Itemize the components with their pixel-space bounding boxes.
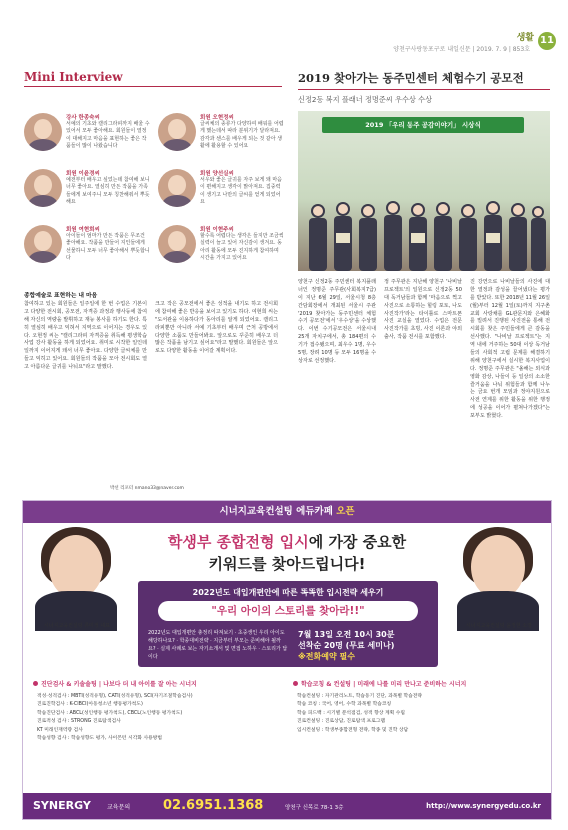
mini-interview bbox=[24, 70, 286, 287]
body-column: 크고 작은 공모전에서 좋은 성적을 내기도 하고 전시회에 참여해 좋은 반응을 보이고 있기도 하다. 여현희 씨는 "도서관을 이용하다가 동아리를 알게 되었어요. 캘리그라피뿐만 아니라 서예 기초부터 배우며 근처 공방에서 다양한 소품도 만들어봐요. 앞으로도 꾸준히 배우고 더 많은 작품을 남기고 싶어요"라고 말했다. 회원들은 앞으로도 다양한 활동을 이어갈 계획이다. bbox=[155, 301, 278, 355]
seminar-box bbox=[138, 581, 438, 667]
body-column: 참여하고 있는 회원들은 일주일에 한 번 수업은 기본이고 다양한 전시회, 공모전, 자격증 과정과 행사등에 참여해 자신의 역량을 발휘하고 재능 봉사를 하기도 한다. 특히 열심히 배우고 익혀서 지역으로 이어지는 경우도 있다. 오현정 씨는 "캘리그라피 자격증을 취득해 평생학습 사업 강사 활동을 하게 되었어요. 취미로 시작한 일인데 일까지 이어지게 돼서 너무 좋아요. 다양한 글씨체를 만들고 익히고 있어요. 회원들의 작품을 모아 전시회도 열고 아름다운 글귀를 나눠요"라고 말했다. bbox=[24, 301, 147, 371]
person-name: 강사 한종숙씨 bbox=[66, 115, 100, 121]
advertisement bbox=[22, 500, 552, 820]
photo-banner: 2019 「우리 동주 공감이야기」 시상식 bbox=[322, 117, 524, 133]
ad-footer bbox=[23, 793, 551, 819]
consultant-portrait bbox=[453, 521, 543, 621]
person-name: 회원 오현정씨 bbox=[200, 115, 234, 121]
person-name: 회원 여현희씨 bbox=[66, 227, 100, 233]
director-caption: 시너지교육컨설팅 류미정 대표 bbox=[44, 623, 110, 629]
seminar-date: 7월 13일 오전 10시 30분 bbox=[298, 630, 395, 639]
ad-header bbox=[23, 501, 551, 523]
brand-subtitle: 교육문의 bbox=[107, 804, 131, 811]
article-column: 정 주무관은 지난해 양천구 '나비날 프로젝트'의 일원으로 신정2동 50대 독거남들과 함께 '마음으로 찍고 사진으로 소통하는 힐링 포토, 나도 사진작가'라는 타이틀로 스마트폰 사진 교실을 열었다. 수업은 전문 사진작가를 초빙, 사진 이론과 야외 출사, 작품 전시를 포함했다. bbox=[384, 279, 462, 341]
person-photo bbox=[24, 113, 62, 151]
list-item: 학습 코칭 : 국어, 영어, 수학 과목별 학습코칭 bbox=[297, 702, 392, 708]
page-number: 11 bbox=[538, 32, 556, 50]
director-portrait bbox=[31, 521, 121, 621]
list-item: 학습진단검사 : ABCL(성인행동 평가척도), CBCL(노인행동 평가척도) bbox=[37, 710, 183, 716]
address: 양천구 신목로 78-1 3층 bbox=[285, 805, 344, 811]
person-photo bbox=[24, 225, 62, 263]
ad-title-highlight: 학생부 종합전형 입시 bbox=[167, 533, 309, 551]
person-photo bbox=[158, 169, 196, 207]
mini-interview-title: Mini Interview bbox=[24, 70, 282, 87]
person-quote: 예전부터 배우고 싶었는데 참여해 보니 너무 좋아요. 열심히 만든 작품을 가족들에게 보여주니 모두 칭찬해줘서 뿌듯해요 bbox=[66, 177, 150, 205]
person-photo bbox=[24, 169, 62, 207]
list-item: 학습 피드백 : 시기별 분석점검, 성적 향상 계획 수립 bbox=[297, 710, 406, 716]
crowd-illustration bbox=[298, 181, 550, 271]
section-label: 생활 bbox=[516, 33, 534, 43]
phone-number: 02.6951.1368 bbox=[163, 798, 264, 813]
interview-body bbox=[24, 290, 278, 372]
seminar-phone-note: ※전화예약 필수 bbox=[298, 652, 355, 662]
byline: 박선 리포터 nmano33@naver.com bbox=[110, 486, 184, 491]
article-subtitle: 신정2동 복지 플래너 정명준씨 우수상 수상 bbox=[298, 95, 433, 104]
consultant-caption: 시너지교육컨설팅 윤정현 소장 bbox=[466, 623, 532, 629]
article bbox=[298, 70, 550, 421]
seminar-schedule bbox=[298, 629, 428, 663]
person-photo bbox=[158, 225, 196, 263]
ad-header-text: 시너지교육컨설팅 에듀카페 bbox=[219, 506, 333, 517]
coaching-list bbox=[297, 693, 547, 735]
section-diagnosis: 진단검사 & 키솔솔팅 | 나보다 더 내 아이를 잘 아는 시너지 bbox=[33, 679, 197, 688]
seminar-heading: 2022년도 대입개편안에 따른 똑똑한 입시전략 세우기 bbox=[192, 588, 384, 597]
person-photo bbox=[158, 113, 196, 151]
person-quote: 글씨체의 종류가 다양하여 배워를 어렵게 했는데서 따라 분위기가 달라져요. 감각과 센스를 배우게 되는 것 같아 생활에 활용할 수 있어요 bbox=[200, 121, 284, 149]
list-item: 진로진학검사 : K-CIBCI(아동청소년 행동평가척도) bbox=[37, 702, 143, 708]
section-coaching: 학습코칭 & 컨설팅 | 미래에 나를 미리 만나고 준비하는 시너지 bbox=[293, 679, 466, 688]
article-column: 진 강연으로 나비날들의 사진에 대한 열정과 감성을 끌어냈다는 평가를 받았다. 또한 2018년 11월 26일(월)부터 12월 1일(토)까지 지구촌 교회 사랑채를 GL관문지와 은혜화를 빌려서 진행된 사진전을 통해 전시회를 찾은 주민들에게 큰 감동을 선사했다. "나비날 프로젝트"는 지역 내에 거주하는 50대 이상 독거남들의 사회적 고립 문제를 해결하기 위해 양천구에서 실시한 복지사업이다. 정명준 주무관은 "올해는 외식과 영화 감상, 나들이 등 일상의 소소한 즐거움을 나눠 위험들과 함께 나누는 금요 번개 모임과 정야지원으로 사전 연계를 위한 활동을 위한 행정에 성공을 이어가 펼쳐나가겠다"는 포부도 밝혔다. bbox=[470, 279, 550, 420]
person-quote: 서예의 기초와 캘리그라피까지 배울 수 있어서 모두 좋아해요. 회원들이 열정이 대해지고 마음을 표현하는 좋은 작품들이 많이 나왔습니다 bbox=[66, 121, 150, 149]
ad-header-highlight: 오픈 bbox=[336, 506, 355, 517]
website-link[interactable]: http://www.synergyedu.co.kr bbox=[426, 802, 541, 810]
article-title: 2019 찾아가는 동주민센터 체험수기 공모전 bbox=[298, 70, 550, 90]
person-name: 회원 이현주씨 bbox=[200, 227, 234, 233]
list-item: 입시컨설팅 : 학생부종합전형 전략, 학종 및 진학 상담 bbox=[297, 727, 409, 733]
person-quote: 아이들이 엄마가 만든 작품은 무조건 좋아해요. 작품을 만들어 지인들에게 선물하니 모두 너무 좋아해서 뿌듯합니다 bbox=[66, 233, 150, 261]
list-item: 진로컨설팅 : 진로상담, 진로탐색 프로그램 bbox=[297, 719, 386, 725]
ad-title-suffix: 에 가장 중요한 bbox=[308, 533, 407, 551]
article-column: 양천구 신정2동 주민센터 복지플래너인 정명준 주무관(사회복지7급)이 지난 6월 29일, 서울시청 8층 간담회장에서 개최된 서울시 주관 '2019 찾아가는 동주민센터 체험수기 공모전'에서 '우수상'을 수상했다. 이번 수기공모전은 서울시내 25개 자치구에서, 총 184편의 수기가 접수됐으며, 최우수 1명, 우수 5명, 장려 10명 등 모두 16명을 수상자로 선정했다. bbox=[298, 279, 376, 364]
seminar-topics: 2022년도 대입개편안 총정리 따져보기 · 초중생인 우리 아이도 해당하나요? · 학종대비전략 · 지금부터 부모는 준비해야 될까요? · 실제 사례로 보는 자기소개서 및 면접 노하우 · 스토리가 답이다 bbox=[148, 630, 288, 660]
list-item: 적성·성격검사 : MBTI(성격유형), CATI(성격유형), SCI(자기조절학습검사) bbox=[37, 694, 193, 699]
list-item: 학습성향 검사 : 학습성향도 평가, 사이몬턴 시각화 사용방법 bbox=[37, 735, 163, 741]
diagnosis-list bbox=[37, 693, 287, 743]
person-quote: 할수록 어렵다는 생각은 들지만 조금씩 실력이 늘고 있어 자신감이 생겨요. 동아리 활동에 모두 진지하게 참여하며 시간을 가지고 있어요 bbox=[200, 233, 284, 261]
publication-info: 양천구사랑동포구로 내일신문 | 2019. 7. 9 | 853호 bbox=[393, 46, 530, 53]
seminar-seats: 선착순 20명 (무료 세미나) bbox=[298, 641, 395, 651]
list-item: KT 미래인재역량 검사 bbox=[37, 727, 83, 733]
person-name: 회원 이윤경씨 bbox=[66, 171, 100, 177]
ad-title-line2: 키워드를 찾아드립니다! bbox=[208, 555, 366, 573]
section-heading: 종합예술로 표현하는 내 마음 bbox=[24, 293, 98, 299]
person-name: 회원 양선실씨 bbox=[200, 171, 234, 177]
list-item: 진로적성 검사 : STRONG 진로탐색검사 bbox=[37, 719, 121, 725]
seminar-slogan: "우리 아이의 스토리를 찾아라!!" bbox=[158, 601, 418, 621]
interview-grid bbox=[24, 87, 286, 287]
list-item: 학습컨설팅 : 자기관리노트, 학습동기 진단, 과목별 학습전략 bbox=[297, 694, 423, 699]
page-header bbox=[0, 0, 568, 60]
ceremony-photo bbox=[298, 111, 550, 271]
brand-logo: SYNERGY bbox=[33, 799, 91, 812]
person-quote: 서우와 좋은 글귀를 자주 보게 돼 마음이 편해지고 생각이 맑아져요. 집중력이 생기고 나만의 글씨를 얻게 되었어요 bbox=[200, 177, 282, 205]
